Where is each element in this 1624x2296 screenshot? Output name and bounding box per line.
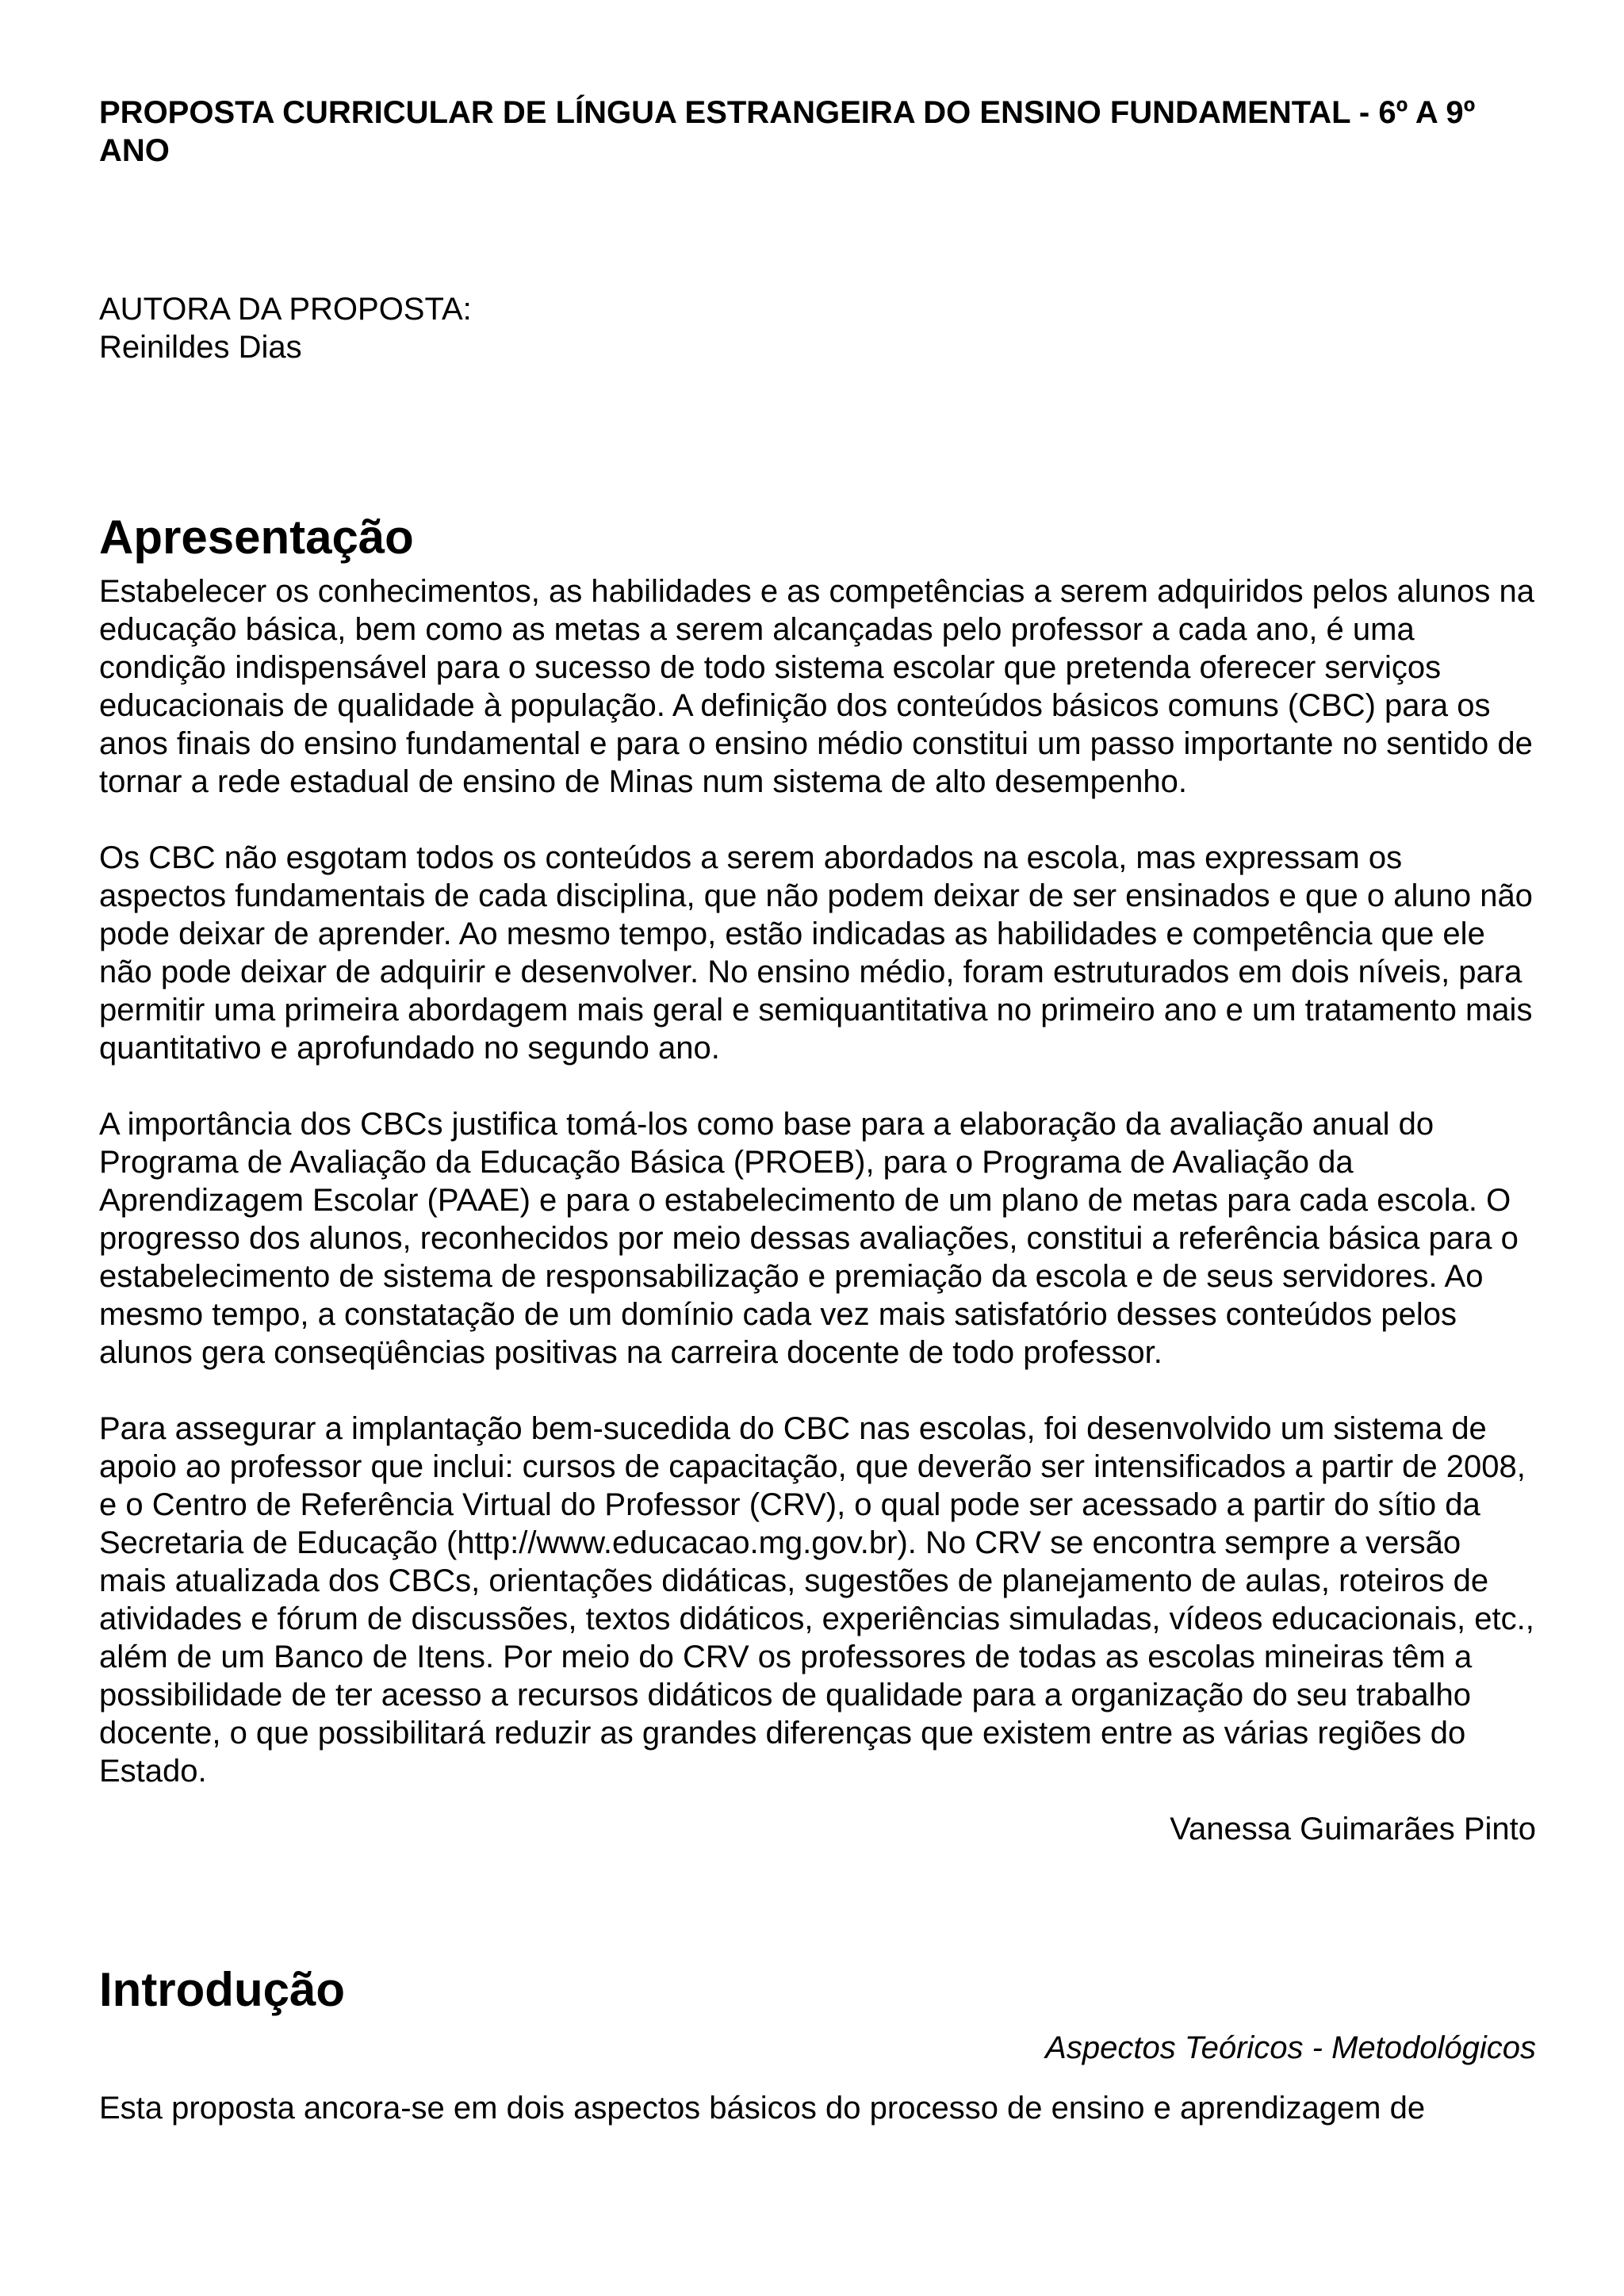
document-page [99,94,1536,2127]
signature: Vanessa Guimarães Pinto [1170,1812,1536,1846]
paragraph: A importância dos CBCs justifica tomá-los como base para a elaboração da avaliação anual do Programa de Avaliação da Educação Básica (PROEB), para o Programa de Avaliação da Aprendizagem Escolar (PAAE) e para o estabelecimento de um plano de metas para cada escola. O progresso dos alunos, reconhecidos por meio dessas avaliações, constitui a referência básica para o estabelecimento de sistema de responsabilização e premiação da escola e de seus servidores. Ao mesmo tempo, a constatação de um domínio cada vez mais satisfatório desses conteúdos pelos alunos gera conseqüências positivas na carreira docente de todo professor. [99,1107,1519,1370]
section-heading-apresentacao: Apresentação [99,511,414,564]
author-name: Reinildes Dias [99,330,302,365]
apresentacao-body [99,572,1536,1790]
document-title: PROPOSTA CURRICULAR DE LÍNGUA ESTRANGEIRA DO ENSINO FUNDAMENTAL - 6º A 9º ANO [99,95,1476,168]
section-subheading: Aspectos Teóricos - Metodológicos [1045,2030,1536,2065]
paragraph: Estabelecer os conhecimentos, as habilidades e as competências a serem adquiridos pelos alunos na educação básica, bem como as metas a serem alcançadas pelo professor a cada ano, é uma condição indispensável para o sucesso de todo sistema escolar que pretenda oferecer serviços educacionais de qualidade à população. A definição dos conteúdos básicos comuns (CBC) para os anos finais do ensino fundamental e para o ensino médio constitui um passo importante no sentido de tornar a rede estadual de ensino de Minas num sistema de alto desempenho. [99,574,1534,799]
author-block [99,290,1536,366]
author-label: AUTORA DA PROPOSTA: [99,292,472,327]
paragraph: Para assegurar a implantação bem-sucedida do CBC nas escolas, foi desenvolvido um sistema de apoio ao professor que inclui: cursos de capacitação, que deverão ser intensificados a partir de 2008, e o Centro de Referência Virtual do Professor (CRV), o qual pode ser acessado a partir do sítio da Secretaria de Educação (http://www.educacao.mg.gov.br). No CRV se encontra sempre a versão mais atualizada dos CBCs, orientações didáticas, sugestões de planejamento de aulas, roteiros de atividades e fórum de discussões, textos didáticos, experiências simuladas, vídeos educacionais, etc., além de um Banco de Itens. Por meio do CRV os professores de todas as escolas mineiras têm a possibilidade de ter acesso a recursos didáticos de qualidade para a organização do seu trabalho docente, o que possibilitará reduzir as grandes diferenças que existem entre as várias regiões do Estado. [99,1411,1534,1789]
paragraph: Os CBC não esgotam todos os conteúdos a serem abordados na escola, mas expressam os aspectos fundamentais de cada disciplina, que não podem deixar de ser ensinados e que o aluno não pode deixar de aprender. Ao mesmo tempo, estão indicadas as habilidades e competência que ele não pode deixar de adquirir e desenvolver. No ensino médio, foram estruturados em dois níveis, para permitir uma primeira abordagem mais geral e semiquantitativa no primeiro ano e um tratamento mais quantitativo e aprofundado no segundo ano. [99,840,1533,1066]
section-heading-introducao: Introdução [99,1963,345,2016]
paragraph: Esta proposta ancora-se em dois aspectos básicos do processo de ensino e aprendizagem de [99,2091,1426,2126]
